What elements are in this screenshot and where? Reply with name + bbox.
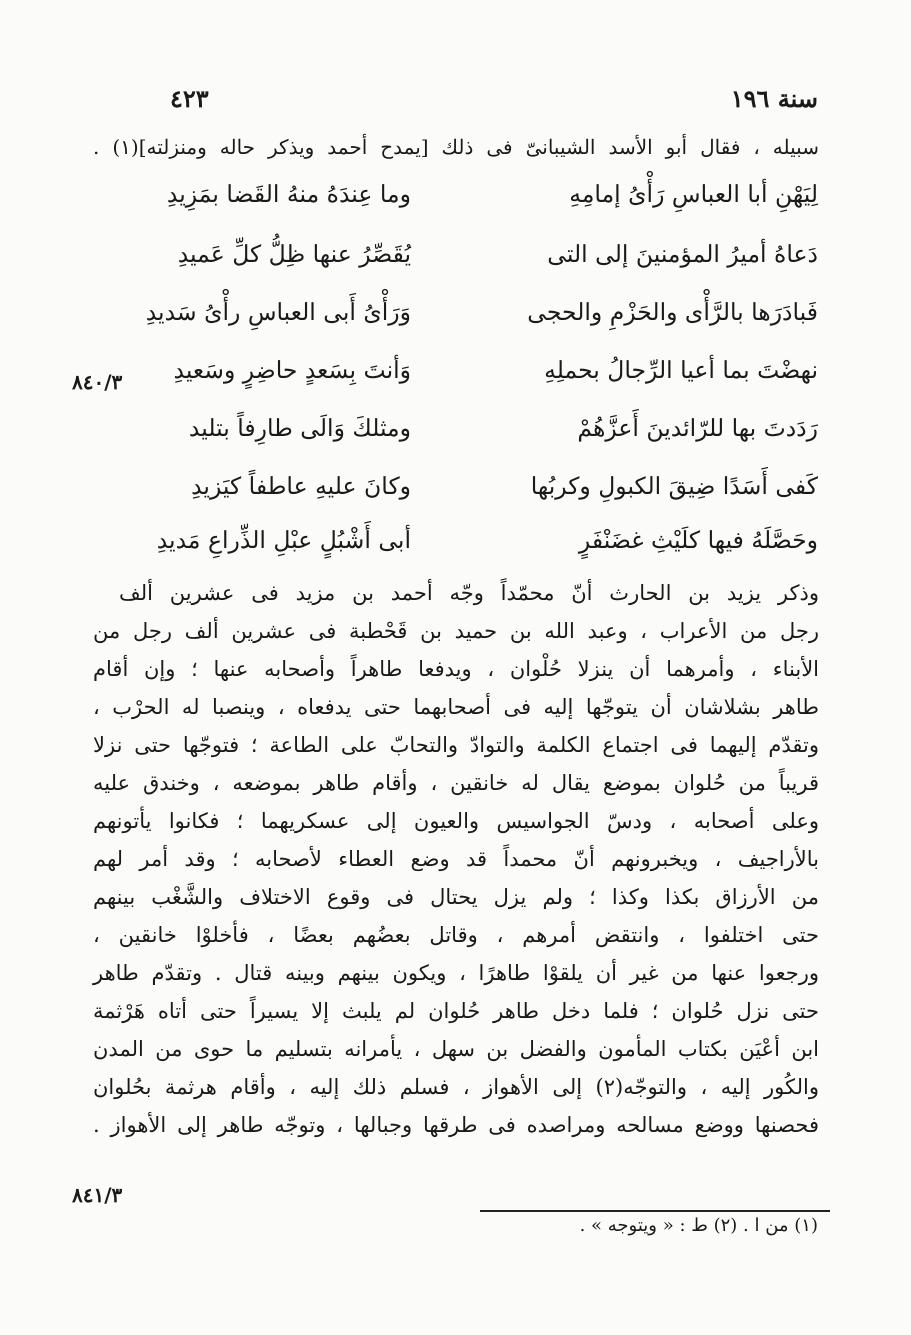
prose-line: بالأراجيف ، ويخبرونهم أنّ محمداً قد وضع العطاء لأصحابه ؛ وقد أمر لهم <box>93 847 819 871</box>
prose-line: فحصنها ووضع مسالحه ومراصده فى طرقها وجبالها ، وتوجّه طاهر إلى الأهواز . <box>93 1113 819 1137</box>
prose-line: حتى نزل حُلوان ؛ فلما دخل طاهر حُلوان لم يلبث إلا يسيراً حتى أتاه هَرْثمة <box>93 999 819 1023</box>
footnotes: (١) من ا . (٢) ط : « ويتوجه » . <box>579 1215 818 1236</box>
intro-line: سبيله ، فقال أبو الأسد الشيبانىّ فى ذلك [يمدح أحمد ويذكر حاله ومنزلته](١) . <box>93 135 819 159</box>
verse-5-hemistich-1: رَدَدتَ بها للرّائدينَ أَعزَّهُمْ <box>577 414 818 442</box>
footnote-divider <box>480 1210 830 1212</box>
margin-reference: ٨٤١/٣ <box>72 1183 123 1207</box>
prose-line: وعلى أصحابه ، ودسّ الجواسيس والعيون إلى عسكريهما ؛ فكانوا يأتونهم <box>93 809 819 833</box>
prose-line: والكُور إليه ، والتوجّه(٢) إلى الأهواز ، فسلم ذلك إليه ، وأقام هرثمة بحُلوان <box>93 1075 820 1099</box>
prose-line: طاهر بشلاشان أن يتوجّها إليه فى أصحابهما حتى يدفعاه ، وينصبا له الحرْب ، <box>93 695 819 719</box>
verse-2-hemistich-1: دَعاهُ أميرُ المؤمنينَ إلى التى <box>547 240 818 268</box>
verse-6-hemistich-1: كَفى أَسَدًا ضِيقَ الكبولِ وكربُها <box>530 472 818 500</box>
verse-6-hemistich-2: وكانَ عليهِ عاطفاً كيَزيدِ <box>191 472 411 500</box>
verse-5-hemistich-2: ومثلكَ وَالَى طارِفاً بتليد <box>188 414 411 442</box>
prose-line: وتقدّم إليهما فى اجتماع الكلمة والتوادّ والتحابّ على الطاعة ؛ فتوجّها حتى نزلا <box>93 733 819 757</box>
verse-1-hemistich-1: لِيَهْنِ أبا العباسِ رَأْىُ إمامِهِ <box>569 180 818 208</box>
verse-4-hemistich-1: نهضْتَ بما أعيا الرِّجالُ بحملِهِ <box>544 356 818 384</box>
page-number: ٤٢٣ <box>170 84 209 113</box>
margin-reference: ٨٤٠/٣ <box>72 370 123 394</box>
prose-line: وذكر يزيد بن الحارث أنّ محمّداً وجّه أحمد بن مزيد فى عشرين ألف <box>119 581 819 605</box>
prose-line: حتى اختلفوا ، وانتقض أمرهم ، وقاتل بعضُهم بعضًا ، فأخلوْا خانقين ، <box>93 923 819 947</box>
verse-2-hemistich-2: يُقَصِّرُ عنها ظِلُّ كلِّ عَميدِ <box>177 240 411 268</box>
prose-line: رجل من الأعراب ، وعبد الله بن حميد بن قَحْطبة فى عشرين ألف رجل من <box>93 619 819 643</box>
verse-7-hemistich-1: وحَصَّلَهُ فيها كلَيْثِ غضَنْفَرٍ <box>578 526 818 554</box>
prose-line: ابن أعْيَن بكتاب المأمون والفضل بن سهل ، يأمرانه بتسليم ما حوى من المدن <box>93 1037 819 1061</box>
verse-3-hemistich-2: وَرَأْىُ أَبى العباسِ رأْىُ سَديدِ <box>145 298 411 326</box>
verse-7-hemistich-2: أبى أَشْبُلٍ عبْلِ الذِّراعِ مَديدِ <box>156 526 411 554</box>
verse-1-hemistich-2: وما عِندَهُ منهُ القَضا بمَزِيدِ <box>166 180 411 208</box>
prose-line: قريباً من حُلوان بموضع يقال له خانقين ، وأقام طاهر بموضعه ، وخندق عليه <box>93 771 819 795</box>
prose-line: من الأرزاق بكذا وكذا ؛ ولم يزل يحتال فى وقوع الاختلاف والشَّغْب بينهم <box>93 885 819 909</box>
prose-line: الأبناء ، وأمرهما أن ينزلا حُلْوان ، ويدفعا طاهراً وأصحابه عنها ؛ وإن أقام <box>93 657 819 681</box>
year-heading: سنة ١٩٦ <box>730 84 818 113</box>
verse-4-hemistich-2: وَأنتَ بِسَعدٍ حاضِرٍ وسَعيدِ <box>173 356 411 384</box>
verse-3-hemistich-1: فَبادَرَها بالرَّأْى والحَزْمِ والحجى <box>527 298 818 326</box>
prose-line: ورجعوا عنها من غير أن يلقوْا طاهرًا ، ويكون بينهم وبينه قتال . وتقدّم طاهر <box>93 961 819 985</box>
